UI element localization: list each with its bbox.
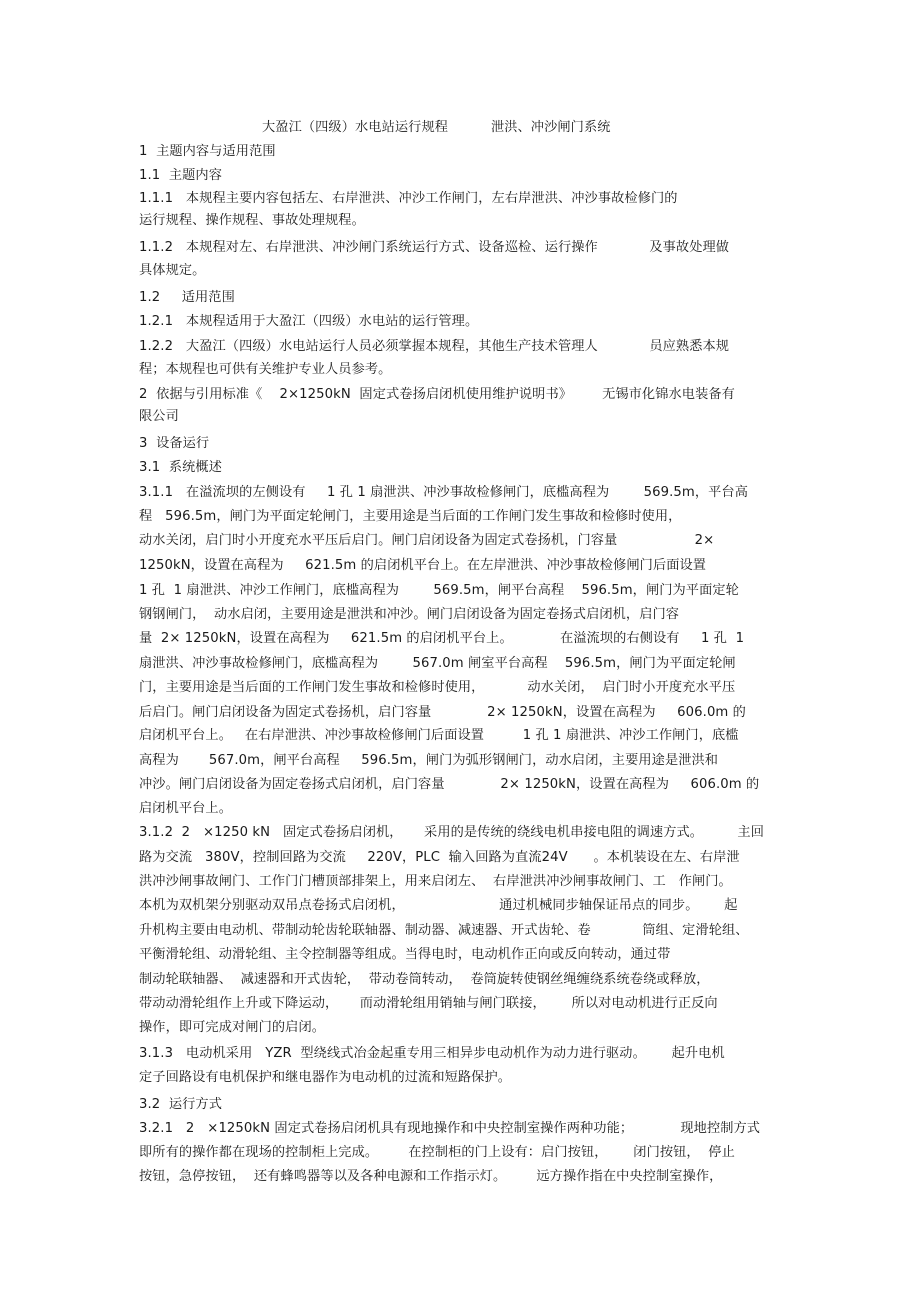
text-line: 本机为双机架分别驱动双吊点卷扬式启闭机， 通过机械同步轴保证吊点的同步。 起 xyxy=(139,898,738,913)
text-line: 量 2× 1250kN，设置在高程为 621.5m 的启闭机平台上。 在溢流坝的右侧设有 1 孔 1 xyxy=(139,631,745,646)
text-line: 1.1.1 本规程主要内容包括左、右岸泄洪、冲沙工作闸门，左右岸泄洪、冲沙事故检修门的 xyxy=(139,191,678,206)
text-line: 1 主题内容与适用范围 xyxy=(139,144,276,159)
text-line: 3.1 系统概述 xyxy=(139,460,223,475)
text-line: 限公司 xyxy=(139,409,179,424)
text-line: 扇泄洪、冲沙事故检修闸门，底槛高程为 567.0m 闸室平台高程 596.5m，闸门为平面定轮闸 xyxy=(139,656,736,671)
text-line: 运行规程、操作规程、事故处理规程。 xyxy=(139,213,365,228)
text-line: 高程为 567.0m，闸平台高程 596.5m，闸门为弧形钢闸门，动水启闭，主要用途是泄洪和 xyxy=(139,753,719,768)
text-line: 程；本规程也可供有关维护专业人员参考。 xyxy=(139,362,392,377)
text-line: 按钮，急停按钮， 还有蜂鸣器等以及各种电源和工作指示灯。 远方操作指在中央控制室操作， xyxy=(139,1169,723,1184)
text-line: 路为交流 380V，控制回路为交流 220V，PLC 输入回路为直流24V 。本机装设在左、右岸泄 xyxy=(139,850,740,865)
text-line: 动水关闭，启门时小开度充水平压后启门。闸门启闭设备为固定式卷扬机，门容量 2× xyxy=(139,533,715,548)
text-line: 3 设备运行 xyxy=(139,436,210,451)
text-line: 制动轮联轴器、 减速器和开式齿轮， 带动卷筒转动， 卷筒旋转使钢丝绳缠绕系统卷绕或释放， xyxy=(139,972,710,987)
text-line: 3.1.1 在溢流坝的左侧设有 1 孔 1 扇泄洪、冲沙事故检修闸门，底槛高程为 569.5m，平台高 xyxy=(139,485,748,500)
text-line: 定子回路设有电机保护和继电器作为电动机的过流和短路保护。 xyxy=(139,1070,512,1085)
text-line: 启闭机平台上。 xyxy=(139,801,233,816)
text-line: 钢钢闸门， 动水启闭，主要用途是泄洪和冲沙。闸门启闭设备为固定卷扬式启闭机，启门容 xyxy=(139,607,680,622)
text-line: 1250kN，设置在高程为 621.5m 的启闭机平台上。在左岸泄洪、冲沙事故检修闸门后面设置 xyxy=(139,558,707,573)
text-line: 程 596.5m，闸门为平面定轮闸门，主要用途是当后面的工作闸门发生事故和检修时使用， xyxy=(139,509,682,524)
text-line: 3.2 运行方式 xyxy=(139,1097,223,1112)
text-line: 启闭机平台上。 在右岸泄洪、冲沙事故检修闸门后面设置 1 孔 1 扇泄洪、冲沙工作闸门，底槛 xyxy=(139,728,739,743)
text-line: 1.2 适用范围 xyxy=(139,290,235,305)
text-line: 1 孔 1 扇泄洪、冲沙工作闸门，底槛高程为 569.5m，闸平台高程 596.5m，闸门为平面定轮 xyxy=(139,583,739,598)
document-title: 大盈江（四级）水电站运行规程 泄洪、冲沙闸门系统 xyxy=(262,120,611,135)
text-line: 门，主要用途是当后面的工作闸门发生事故和检修时使用， 动水关闭， 启门时小开度充水平压 xyxy=(139,680,736,695)
text-line: 具体规定。 xyxy=(139,263,206,278)
text-line: 2 依据与引用标准《 2×1250kN 固定式卷扬启闭机使用维护说明书》 无锡市化锦水电装备有 xyxy=(139,387,735,402)
text-line: 3.2.1 2 ×1250kN 固定式卷扬启闭机具有现地操作和中央控制室操作两种功能； 现地控制方式 xyxy=(139,1121,761,1136)
text-line: 1.1.2 本规程对左、右岸泄洪、冲沙闸门系统运行方式、设备巡检、运行操作 及事故处理做 xyxy=(139,240,730,255)
text-line: 1.2.2 大盈江（四级）水电站运行人员必须掌握本规程，其他生产技术管理人 员应熟悉本规 xyxy=(139,339,730,354)
text-line: 1.1 主题内容 xyxy=(139,168,223,183)
text-line: 1.2.1 本规程适用于大盈江（四级）水电站的运行管理。 xyxy=(139,314,479,329)
text-line: 冲沙。闸门启闭设备为固定卷扬式启闭机，启门容量 2× 1250kN，设置在高程为 606.0m 的 xyxy=(139,777,760,792)
text-line: 操作，即可完成对闸门的启闭。 xyxy=(139,1020,326,1035)
text-line: 即所有的操作都在现场的控制柜上完成。 在控制柜的门上设有：启门按钮， 闭门按钮， 停止 xyxy=(139,1145,735,1160)
text-line: 带动动滑轮组作上升或下降运动， 而动滑轮组用销轴与闸门联接， 所以对电动机进行正反向 xyxy=(139,996,718,1011)
text-line: 3.1.3 电动机采用 YZR 型绕线式冶金起重专用三相异步电动机作为动力进行驱动。 起升电机 xyxy=(139,1046,725,1061)
text-line: 升机构主要由电动机、带制动轮齿轮联轴器、制动器、减速器、开式齿轮、卷 筒组、定滑轮组、 xyxy=(139,923,749,938)
text-line: 洪冲沙闸事故闸门、工作门门槽顶部排架上，用来启闭左、 右岸泄洪冲沙闸事故闸门、工 作闸门。 xyxy=(139,874,732,889)
text-line: 3.1.2 2 ×1250 kN 固定式卷扬启闭机， 采用的是传统的绕线电机串接电阻的调速方式。 主回 xyxy=(139,825,764,840)
text-line: 后启门。闸门启闭设备为固定式卷扬机，启门容量 2× 1250kN，设置在高程为 606.0m 的 xyxy=(139,705,746,720)
text-line: 平衡滑轮组、动滑轮组、主令控制器等组成。当得电时，电动机作正向或反向转动，通过带 xyxy=(139,947,671,962)
